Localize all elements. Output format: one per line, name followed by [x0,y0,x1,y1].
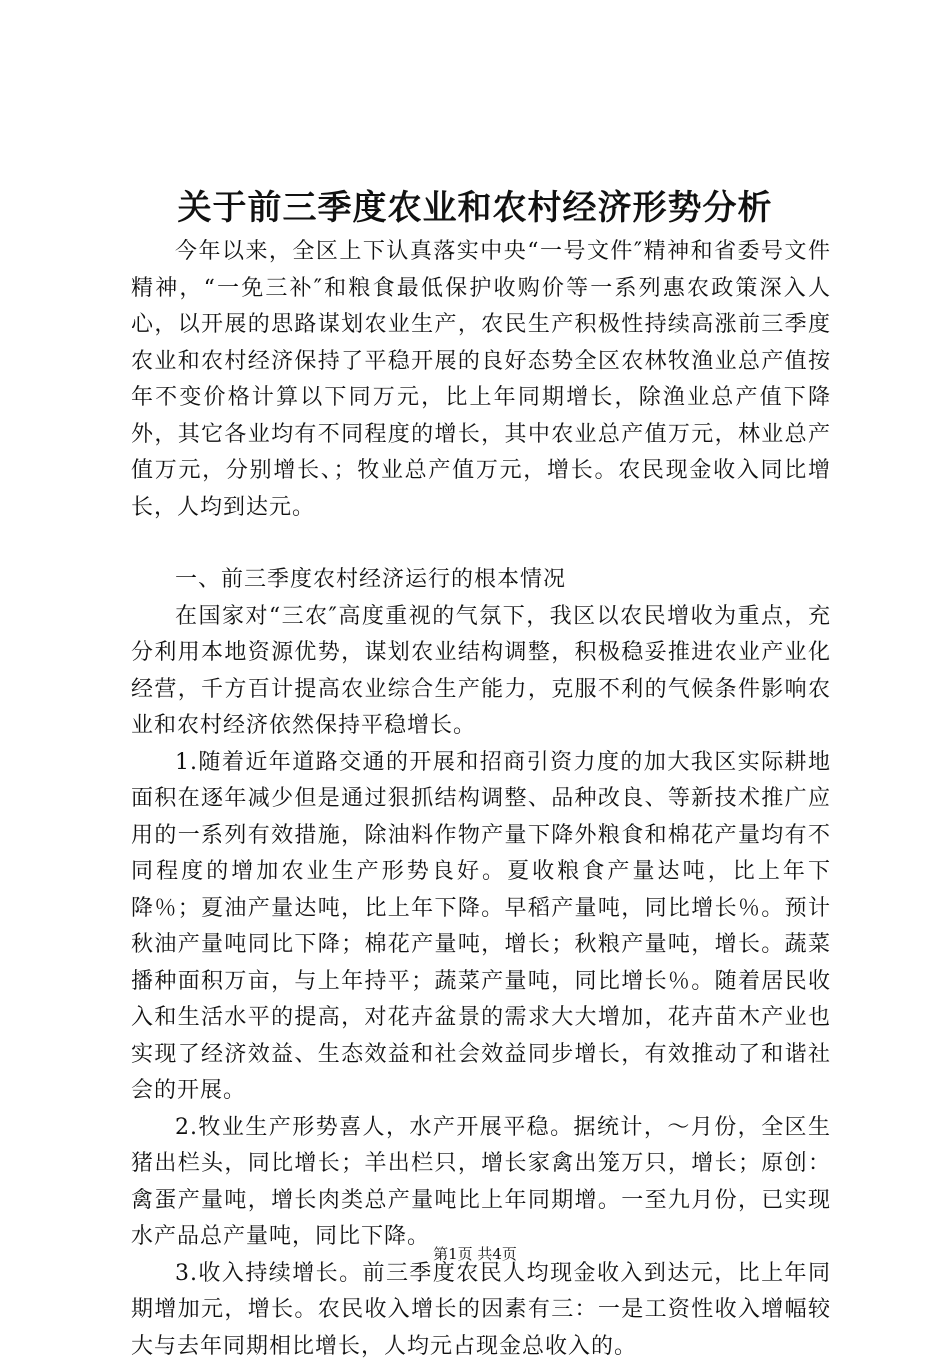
page-number: 第1页 共4页 [0,1244,950,1264]
body-paragraph: 1.随着近年道路交通的开展和招商引资力度的加大我区实际耕地面积在逐年减少但是通过狠抓结构调整、品种改良、等新技术推广应用的一系列有效措施，除油料作物产量下降外粮食和棉花产量均有不同程度的增加农业生产形势良好。夏收粮食产量达吨，比上年下降％；夏油产量达吨，比上年下降。早稻产量吨，同比增长％。预计秋油产量吨同比下降；棉花产量吨，增长；秋粮产量吨，增长。蔬菜播种面积万亩，与上年持平；蔬菜产量吨，同比增长％。随着居民收入和生活水平的提高，对花卉盆景的需求大大增加，花卉苗木产业也实现了经济效益、生态效益和社会效益同步增长，有效推动了和谐社会的开展。 [131,745,831,1110]
body-paragraph: 3.收入持续增长。前三季度农民人均现金收入到达元，比上年同期增加元，增长。农民收入增长的因素有三：一是工资性收入增幅较大与去年同期相比增长，人均元占现金总收入的。 [131,1256,831,1365]
body-paragraph: 2.牧业生产形势喜人，水产开展平稳。据统计，～月份，全区生猪出栏头，同比增长；羊出栏只，增长家禽出笼万只，增长；原创：禽蛋产量吨，增长肉类总产量吨比上年同期增。一至九月份，已实现水产品总产量吨，同比下降。 [131,1110,831,1256]
document-body [131,234,831,1365]
body-paragraph: 在国家对“三农″高度重视的气氛下，我区以农民增收为重点，充分利用本地资源优势，谋划农业结构调整，积极稳妥推进农业产业化经营，千方百计提高农业综合生产能力，克服不利的气候条件影响农业和农村经济依然保持平稳增长。 [131,599,831,745]
section-heading: 一、前三季度农村经济运行的根本情况 [131,562,831,599]
intro-paragraph: 今年以来，全区上下认真落实中央“一号文件″精神和省委号文件精神，“一免三补″和粮食最低保护收购价等一系列惠农政策深入人心，以开展的思路谋划农业生产，农民生产积极性持续高涨前三季度农业和农村经济保持了平稳开展的良好态势全区农林牧渔业总产值按年不变价格计算以下同万元，比上年同期增长，除渔业总产值下降外，其它各业均有不同程度的增长，其中农业总产值万元，林业总产值万元，分别增长、；牧业总产值万元，增长。农民现金收入同比增长，人均到达元。 [131,234,831,526]
paragraph-spacer [131,526,831,562]
document-title: 关于前三季度农业和农村经济形势分析 [0,186,950,230]
